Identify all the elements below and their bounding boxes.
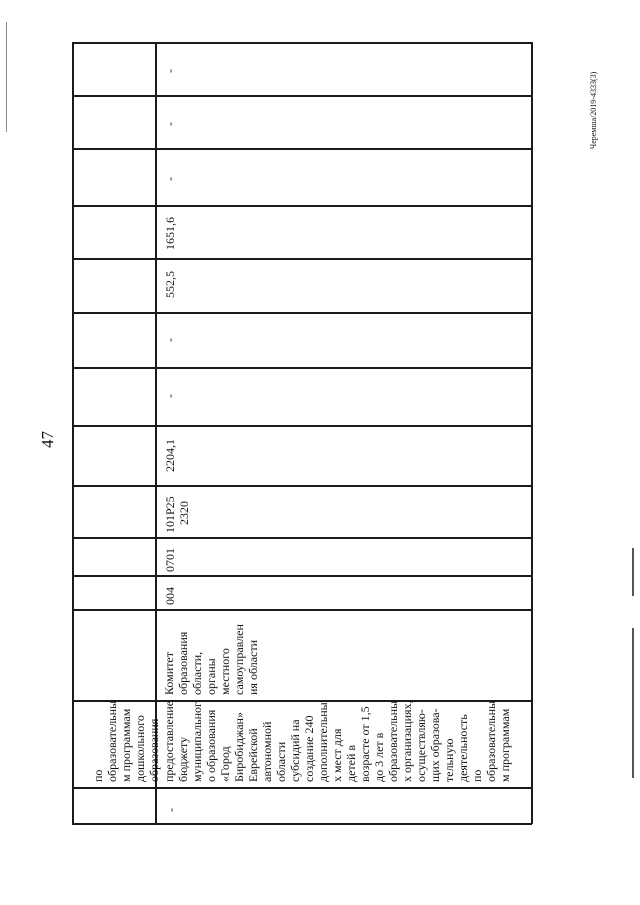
- scan-mark-right: [632, 628, 634, 778]
- cell-amount-year-2: -: [163, 338, 177, 342]
- text-line: дополнительны: [316, 702, 330, 782]
- cell-amount-year-6: -: [163, 122, 177, 126]
- text-line: образовательны: [105, 700, 119, 782]
- document-reference: Черемша/2019-4333(3): [589, 71, 598, 149]
- text-line: детей в: [344, 744, 358, 782]
- cell-amount-year-5: -: [163, 177, 177, 181]
- text-line: предоставление: [162, 700, 176, 782]
- text-line: х организациях,: [400, 700, 414, 782]
- text-line: дошкольного: [133, 715, 147, 782]
- text-line: тельную: [442, 738, 456, 782]
- cell-target-code: [163, 496, 191, 533]
- text-line: органы: [204, 658, 218, 695]
- text-line: х мест для: [330, 728, 344, 782]
- text-line: Еврейской: [246, 728, 260, 782]
- text-line: деятельность: [456, 714, 470, 782]
- cell-section-code: 0701: [163, 548, 177, 572]
- cell-description: [162, 700, 512, 782]
- text-line: субсидий на: [288, 719, 302, 782]
- text-line: создание 240: [302, 715, 316, 782]
- text-line: по: [91, 769, 105, 782]
- text-line: области: [274, 741, 288, 782]
- text-line: образовательны: [386, 700, 400, 782]
- text-line: о образования: [204, 709, 218, 782]
- cell-amount-year-4: 1651,6: [163, 217, 177, 250]
- scan-mark-left: [6, 22, 7, 132]
- text-line: м программам: [498, 708, 512, 782]
- text-line: до 3 лет в: [372, 732, 386, 782]
- text-line: образования: [147, 718, 161, 782]
- text-line: Комитет: [162, 651, 176, 695]
- text-line: Биробиджан»: [232, 712, 246, 782]
- page-number: 47: [38, 431, 57, 448]
- text-line: местного: [218, 648, 232, 695]
- row-continuation-text: [91, 701, 161, 782]
- text-line: образовательны: [484, 700, 498, 782]
- text-line: бюджету: [176, 736, 190, 782]
- text-line: образования: [176, 631, 190, 695]
- text-line: м программам: [119, 708, 133, 782]
- cell-amount-total: 2204,1: [163, 439, 177, 472]
- text-line: щих образова-: [428, 708, 442, 782]
- text-line: самоуправлен: [232, 624, 246, 695]
- text-line: области,: [190, 651, 204, 695]
- text-line: муниципальног: [190, 702, 204, 782]
- text-line: по: [470, 769, 484, 782]
- text-line: возрасте от 1,5: [358, 706, 372, 782]
- cell-grbs-code: 004: [163, 587, 177, 605]
- cell-amount-year-3: 552,5: [163, 271, 177, 298]
- cell-amount-year-1: -: [163, 394, 177, 398]
- cell-responsible: [162, 624, 260, 695]
- cell-amount-year-7: -: [163, 69, 177, 73]
- text-line: осуществляю-: [414, 709, 428, 782]
- text-line: 2320: [177, 501, 191, 525]
- cell-number: -: [164, 808, 178, 812]
- text-line: автономной: [260, 721, 274, 782]
- scan-mark-right: [632, 548, 634, 596]
- text-line: 101Р25: [163, 496, 177, 533]
- text-line: ия области: [246, 639, 260, 695]
- text-line: «Город: [218, 746, 232, 782]
